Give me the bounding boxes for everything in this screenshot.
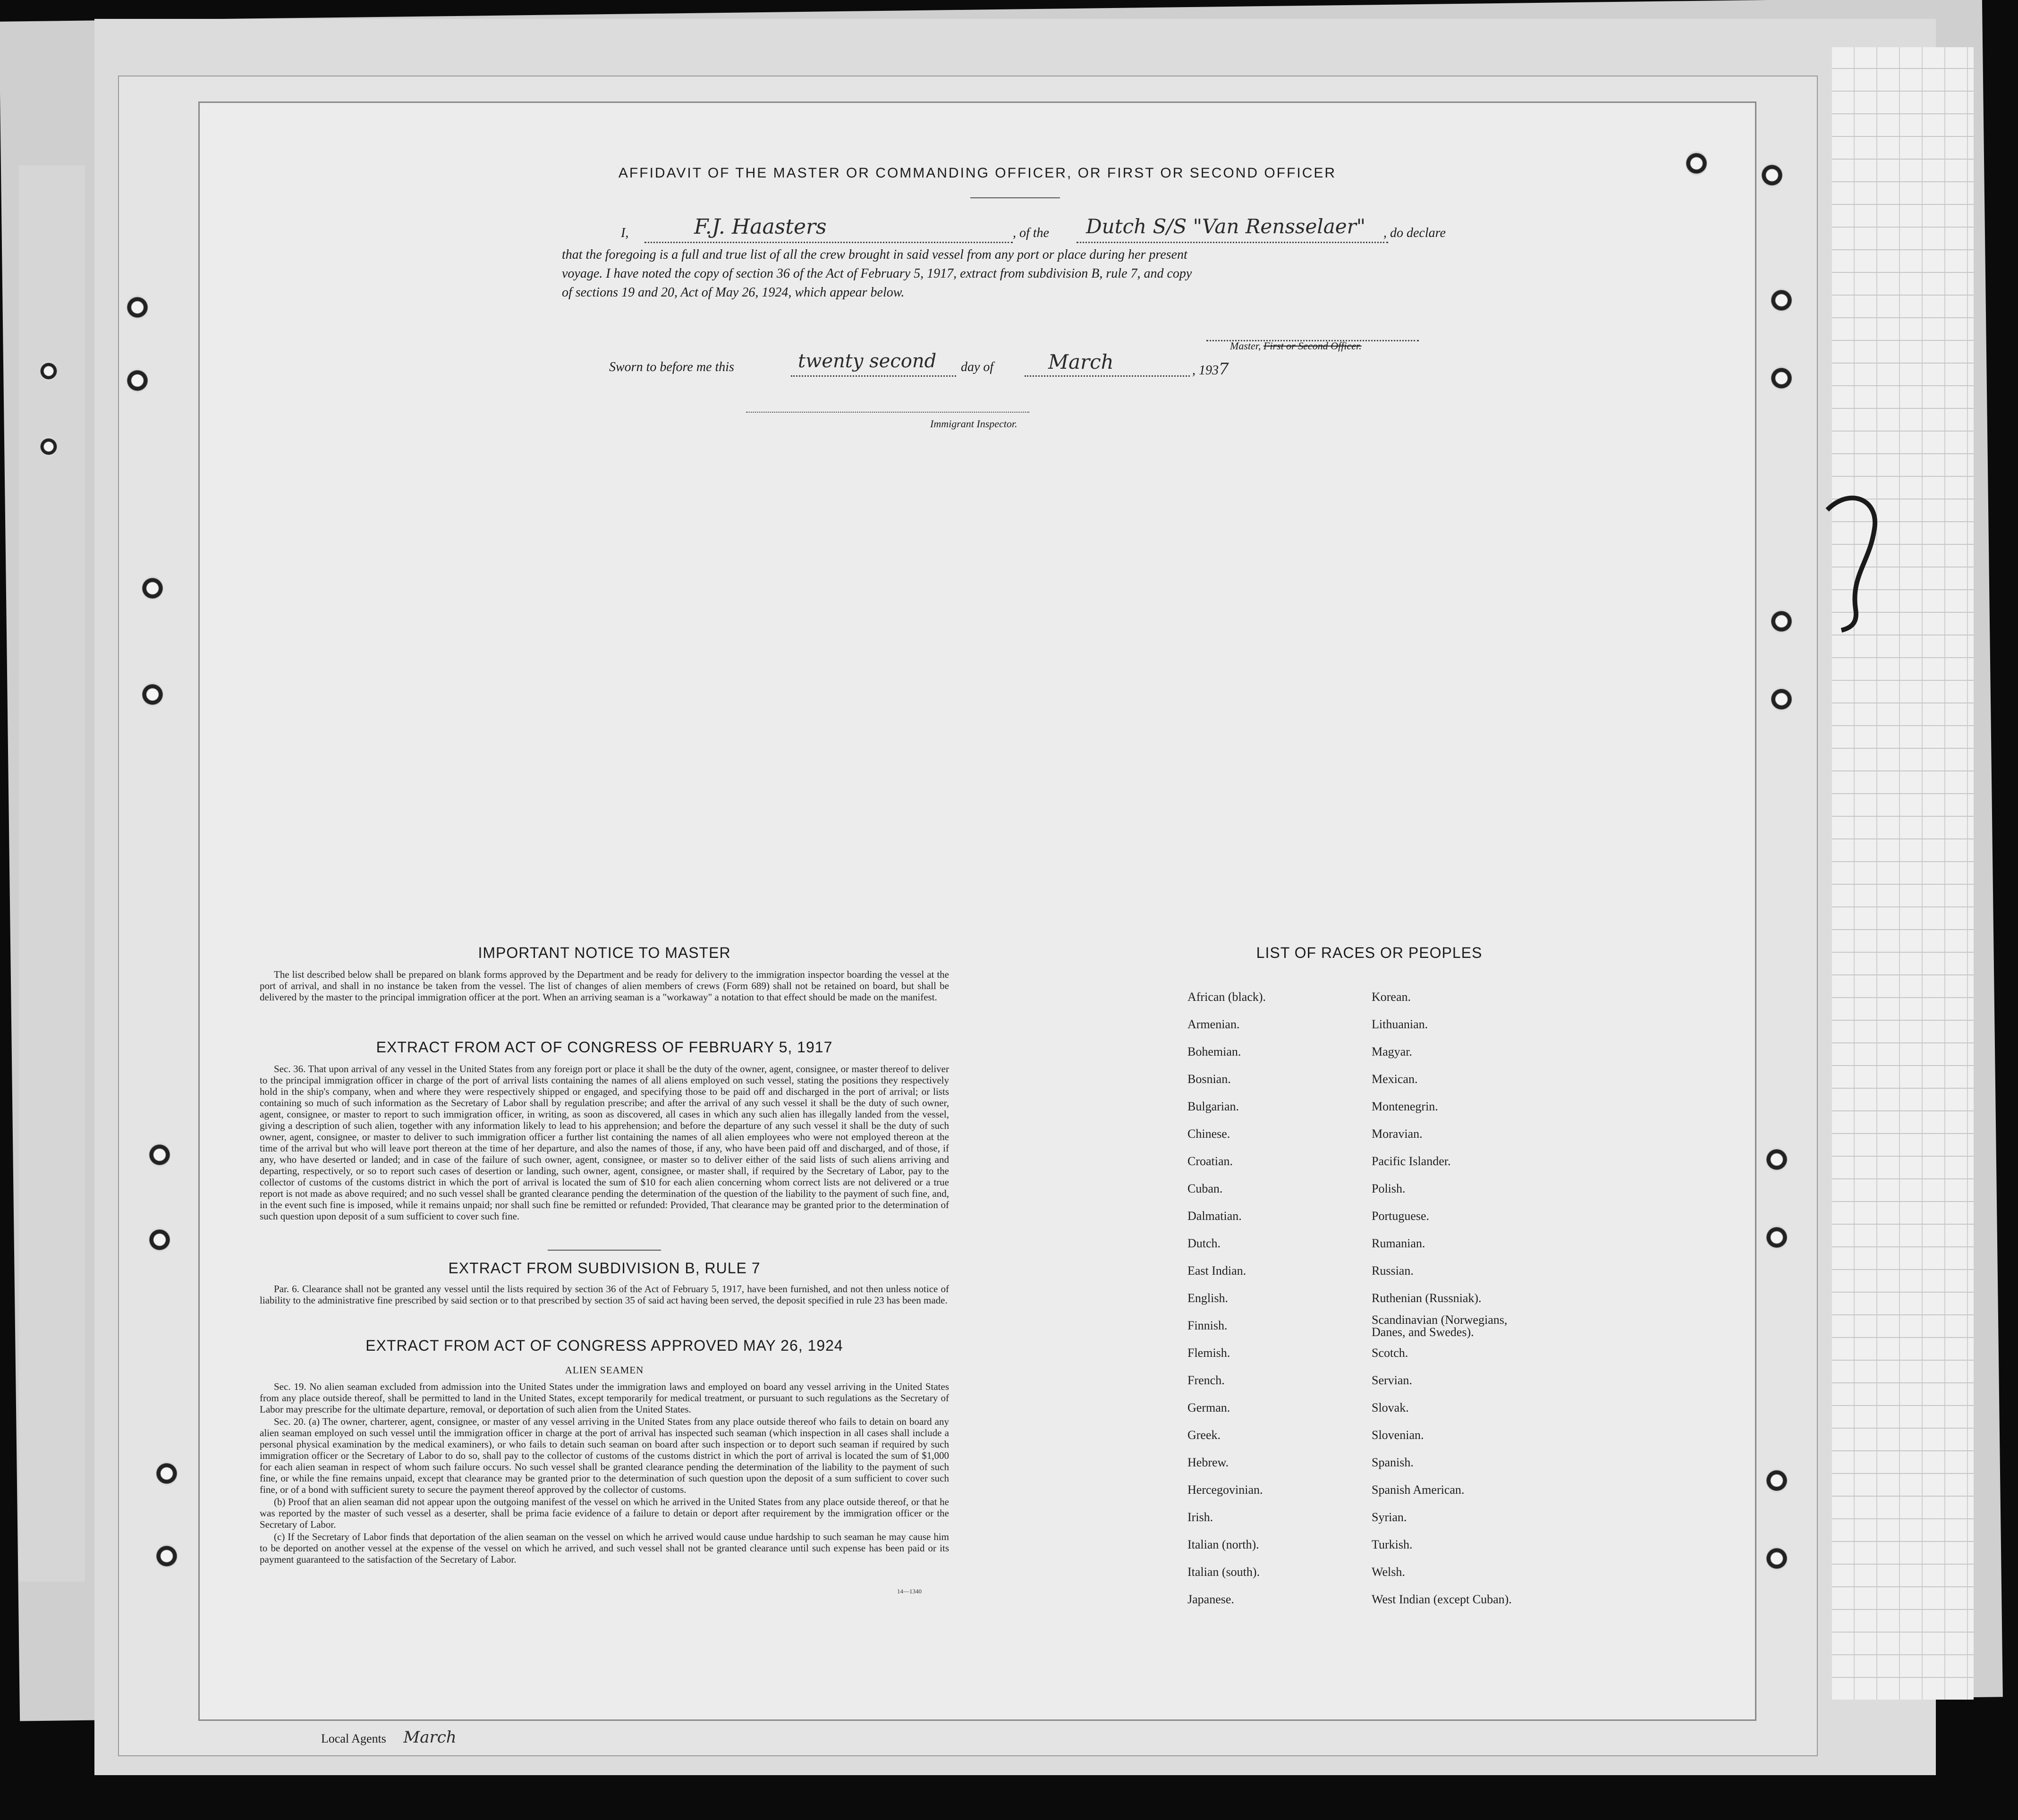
extract-1924-body-block bbox=[260, 1381, 949, 1566]
race-list-item: Finnish. bbox=[1187, 1319, 1228, 1332]
sworn-day: twenty second bbox=[798, 350, 937, 372]
punch-hole bbox=[40, 437, 58, 457]
race-list-item: West Indian (except Cuban). bbox=[1372, 1592, 1512, 1606]
master-name: F.J. Haasters bbox=[694, 215, 827, 239]
races-right-column bbox=[1372, 983, 1527, 1613]
race-list-item: Dalmatian. bbox=[1187, 1209, 1242, 1223]
race-list-item: English. bbox=[1187, 1291, 1228, 1305]
race-list-item: Italian (south). bbox=[1187, 1565, 1260, 1579]
extract-1924-heading: EXTRACT FROM ACT OF CONGRESS APPROVED MAY 26, 1924 bbox=[365, 1337, 843, 1354]
section-20a-text: Sec. 20. (a) The owner, charterer, agent, consignee, or master of any vessel arriving in the United States from any place outside thereof who fails to detain on board any alien seaman employed on such vessel until the immigration officer in charge at the port of arrival has inspected such seaman (which inspection in all cases shall include a personal physical examination by the medical examiners), or who fails to detain such seaman on board after such inspection or to deport such seaman if required by such immigration officer or the Secretary of Labor to do so, shall pay to the collector of customs of the customs district in which the port of arrival is located the sum of $1,000 for each alien seaman in respect of whom such failure occurs. No such vessel shall be granted clearance pending the determination of the liability to the payment of such fine, or while the fine remains unpaid, except that clearance may be granted prior to the determination of such question upon the deposit of a sum sufficient to cover such fine, or of a bond with sufficient surety to secure the payment thereof approved by the collector of customs. bbox=[260, 1416, 949, 1495]
section-19-text: Sec. 19. No alien seaman excluded from admission into the United States under the immigration laws and employed on board any vessel arriving in the United States from any place outside thereof, shall be permitted to land in the United States, except temporarily for medical treatment, or pursuant to such regulations as the Secretary of Labor may prescribe for the ultimate departure, removal, or deportation of such alien from the United States. bbox=[260, 1381, 949, 1415]
race-list-item: Ruthenian (Russniak). bbox=[1372, 1291, 1482, 1305]
declaration-line-4: of sections 19 and 20, Act of May 26, 1924, which appear below. bbox=[562, 285, 905, 300]
race-list-item: East Indian. bbox=[1187, 1264, 1246, 1278]
race-list-item: Japanese. bbox=[1187, 1592, 1234, 1606]
race-list-item: Korean. bbox=[1372, 990, 1411, 1004]
extract-1917-body-block bbox=[260, 1063, 949, 1223]
race-list-item: Flemish. bbox=[1187, 1346, 1230, 1360]
race-list-item: Dutch. bbox=[1187, 1236, 1221, 1250]
declaration-line-3: voyage. I have noted the copy of section 36 of the Act of February 5, 1917, extract from subdivision B, rule 7, and copy bbox=[562, 266, 1192, 281]
do-declare-label: , do declare bbox=[1383, 226, 1446, 240]
race-list-item: Chinese. bbox=[1187, 1127, 1230, 1141]
affidavit-title: AFFIDAVIT OF THE MASTER OR COMMANDING OFFICER, OR FIRST OR SECOND OFFICER bbox=[618, 165, 1337, 181]
section-20b-text: (b) Proof that an alien seaman did not appear upon the outgoing manifest of the vessel on which he arrived in the United States from any place outside thereof, or that he was reported by the master of such vessel as a deserter, shall be prima facie evidence of a failure to detain or deport after requirement by the immigration officer or the Secretary of Labor. bbox=[260, 1496, 949, 1530]
race-list-item: African (black). bbox=[1187, 990, 1266, 1004]
alien-seamen-subheading: ALIEN SEAMEN bbox=[565, 1364, 644, 1376]
day-of-label: day of bbox=[961, 360, 994, 374]
race-list-item: Cuban. bbox=[1187, 1182, 1223, 1195]
punch-hole bbox=[1766, 1147, 1788, 1172]
notice-body: The list described below shall be prepared on blank forms approved by the Department and be ready for delivery to the immigration inspector boarding the vessel at the port of arrival, and shall in no instance be taken from the vessel. The list of changes of alien members of crews (Form 689) shall not be retained on board, but shall be delivered by the master to the principal immigration officer at the port. When an arriving seaman is a "workaway" a notation to that effect should be made on the manifest. bbox=[260, 969, 949, 1003]
race-list-item: Lithuanian. bbox=[1372, 1017, 1428, 1031]
race-list-item: Hebrew. bbox=[1187, 1456, 1229, 1469]
local-agents-row bbox=[321, 1728, 457, 1747]
race-list-item: Irish. bbox=[1187, 1510, 1213, 1524]
sworn-month: March bbox=[1048, 350, 1114, 373]
master-caption: Master, bbox=[1230, 340, 1261, 352]
race-list-item: Montenegrin. bbox=[1372, 1100, 1438, 1113]
of-the-label: , of the bbox=[1013, 226, 1049, 240]
punch-hole bbox=[1771, 366, 1792, 390]
punch-hole bbox=[1771, 288, 1792, 313]
race-list-item: Greek. bbox=[1187, 1428, 1221, 1442]
race-list-item: Spanish. bbox=[1372, 1456, 1414, 1469]
race-list-item: Scotch. bbox=[1372, 1346, 1408, 1360]
race-list-item: Bohemian. bbox=[1187, 1045, 1241, 1058]
declaration-line-2: that the foregoing is a full and true list of all the crew brought in said vessel from any port or place during her present bbox=[562, 247, 1187, 262]
race-list-item: Croatian. bbox=[1187, 1154, 1233, 1168]
year-prefix: , 193 bbox=[1192, 363, 1219, 378]
race-list-item: Italian (north). bbox=[1187, 1538, 1259, 1551]
punch-hole bbox=[149, 1143, 170, 1167]
race-list-item: Hercegovinian. bbox=[1187, 1483, 1263, 1497]
punch-hole bbox=[1771, 687, 1792, 711]
races-left-column bbox=[1187, 983, 1266, 1613]
race-list-item: Syrian. bbox=[1372, 1510, 1407, 1524]
race-list-item: Magyar. bbox=[1372, 1045, 1412, 1058]
ruled-grid-sheet bbox=[1832, 47, 1974, 1700]
race-list-item: Mexican. bbox=[1372, 1072, 1418, 1086]
race-list-item: Russian. bbox=[1372, 1264, 1414, 1278]
race-list-item: Spanish American. bbox=[1372, 1483, 1465, 1497]
race-list-item: Moravian. bbox=[1372, 1127, 1423, 1141]
sworn-day-line bbox=[791, 375, 956, 377]
inspector-caption: Immigrant Inspector. bbox=[930, 418, 1017, 430]
race-list-item: Rumanian. bbox=[1372, 1236, 1425, 1250]
extract-1917-heading: EXTRACT FROM ACT OF CONGRESS OF FEBRUARY 5, 1917 bbox=[376, 1039, 833, 1056]
year-field bbox=[1192, 360, 1229, 379]
race-list-item: Bulgarian. bbox=[1187, 1100, 1239, 1113]
local-agents-value: March bbox=[403, 1728, 457, 1747]
race-list-item: Portuguese. bbox=[1372, 1209, 1430, 1223]
race-list-item: Pacific Islander. bbox=[1372, 1154, 1451, 1168]
extract-1917-body: Sec. 36. That upon arrival of any vessel in the United States from any foreign port or place it shall be the duty of the owner, agent, consignee, or master thereof to deliver to the principal immigration officer in charge of the port of arrival lists containing the names of all aliens employed on such vessel, stating the positions they respectively hold in the ship's company, when and where they were respectively shipped or engaged, and specifying those to be paid off and discharged in the port of arrival; or lists containing so much of such information as the Secretary of Labor shall by regulation prescribe; and after the arrival of any such vessel it shall be the duty of such owner, agent, consignee, or master to report to such immigration officer, in writing, as soon as discovered, all cases in which any such alien has illegally landed from the vessel, giving a description of such alien, together with any information likely to lead to his apprehension; and before the departure of any such vessel it shall be the duty of such owner, agent, consignee, or master to deliver to such immigration officer a further list containing the names of all alien employees who were not employed thereon at the time of the arrival but who will leave port thereon at the time of her departure, and also the names of those, if any, who have been paid off and discharged, and of those, if any, who have deserted or landed; and in case of the failure of such owner, agent, consignee, or master so to deliver either of the said lists of such aliens arriving and departing, respectively, or so to report such cases of desertion or landing, such owner, agent, consignee, or master shall, if required by the Secretary of Labor, pay to the collector of customs of the customs district in which the port of arrival is located the sum of $10 for each alien concerning whom correct lists are not delivered or a true report is not made as above required; and no such vessel shall be granted clearance pending the determination of the question of the liability to the payment of such fine, and, in the event such fine is imposed, while it remains unpaid; nor shall such fine be remitted or refunded: Provided, That clearance may be granted prior to the determination of such question upon deposit of a sum sufficient to cover such fine. bbox=[260, 1063, 949, 1222]
form-number: 14—1340 bbox=[897, 1588, 922, 1595]
race-list-item: Scandinavian (Norwegians, Danes, and Swedes). bbox=[1372, 1313, 1508, 1339]
struck-officer-caption: First or Second Officer. bbox=[1263, 340, 1362, 352]
punch-hole bbox=[1766, 1468, 1788, 1493]
punch-hole bbox=[156, 1461, 178, 1486]
punch-hole bbox=[142, 682, 163, 707]
sworn-month-line bbox=[1025, 375, 1190, 377]
race-list-item: Turkish. bbox=[1372, 1538, 1413, 1551]
race-list-item: Slovak. bbox=[1372, 1401, 1409, 1414]
section-divider bbox=[548, 1250, 661, 1251]
year-digit: 7 bbox=[1219, 360, 1229, 379]
extract-rule7-body: Par. 6. Clearance shall not be granted any vessel until the lists required by section 36 of the Act of February 5, 1917, have been furnished, and not then unless notice of liability to the administrative fine prescribed by said section or to that prescribed by section 35 of said act having been served, the deposit specified in rule 23 has been made. bbox=[260, 1283, 949, 1306]
signature-caption bbox=[1230, 340, 1362, 352]
race-list-item: Servian. bbox=[1372, 1373, 1412, 1387]
notice-heading: IMPORTANT NOTICE TO MASTER bbox=[478, 944, 731, 961]
punch-hole bbox=[127, 368, 148, 393]
race-list-item: Slovenian. bbox=[1372, 1428, 1424, 1442]
punch-hole bbox=[142, 576, 163, 601]
punch-hole bbox=[156, 1544, 178, 1568]
punch-hole bbox=[127, 295, 148, 320]
sworn-label: Sworn to before me this bbox=[609, 360, 734, 374]
race-list-item: Welsh. bbox=[1372, 1565, 1405, 1579]
master-name-line bbox=[644, 242, 1013, 243]
section-20c-text: (c) If the Secretary of Labor finds that deportation of the alien seaman on the vessel on which he arrived would cause undue hardship to such seaman he may cause him to be deported on another vessel at the expense of the vessel on which he arrived, and such vessel shall not be granted clearance until such expense has been paid or its payment guaranteed to the satisfaction of the Secretary of Labor. bbox=[260, 1531, 949, 1565]
vessel-name: Dutch S/S "Van Rensselaer" bbox=[1086, 215, 1366, 238]
vessel-name-line bbox=[1077, 242, 1388, 243]
race-list-item: French. bbox=[1187, 1373, 1225, 1387]
race-list-item: Polish. bbox=[1372, 1182, 1406, 1195]
race-list-item: German. bbox=[1187, 1401, 1230, 1414]
punch-hole bbox=[1771, 609, 1792, 634]
local-agents-label: Local Agents bbox=[321, 1732, 386, 1745]
inspector-signature-line bbox=[746, 412, 1029, 413]
extract-rule7-body-block bbox=[260, 1283, 949, 1307]
title-divider bbox=[970, 197, 1060, 198]
race-list-item: Bosnian. bbox=[1187, 1072, 1231, 1086]
race-list-item: Armenian. bbox=[1187, 1017, 1240, 1031]
punch-hole bbox=[1761, 163, 1783, 187]
notice-body-block bbox=[260, 969, 949, 1004]
punch-hole bbox=[149, 1227, 170, 1252]
punch-hole bbox=[1766, 1546, 1788, 1571]
punch-hole bbox=[1766, 1225, 1788, 1250]
binding-cord bbox=[1823, 491, 1889, 633]
races-heading: LIST OF RACES OR PEOPLES bbox=[1256, 944, 1483, 961]
punch-hole bbox=[40, 361, 58, 381]
i-label: I, bbox=[621, 226, 629, 240]
extract-rule7-heading: EXTRACT FROM SUBDIVISION B, RULE 7 bbox=[448, 1260, 761, 1277]
